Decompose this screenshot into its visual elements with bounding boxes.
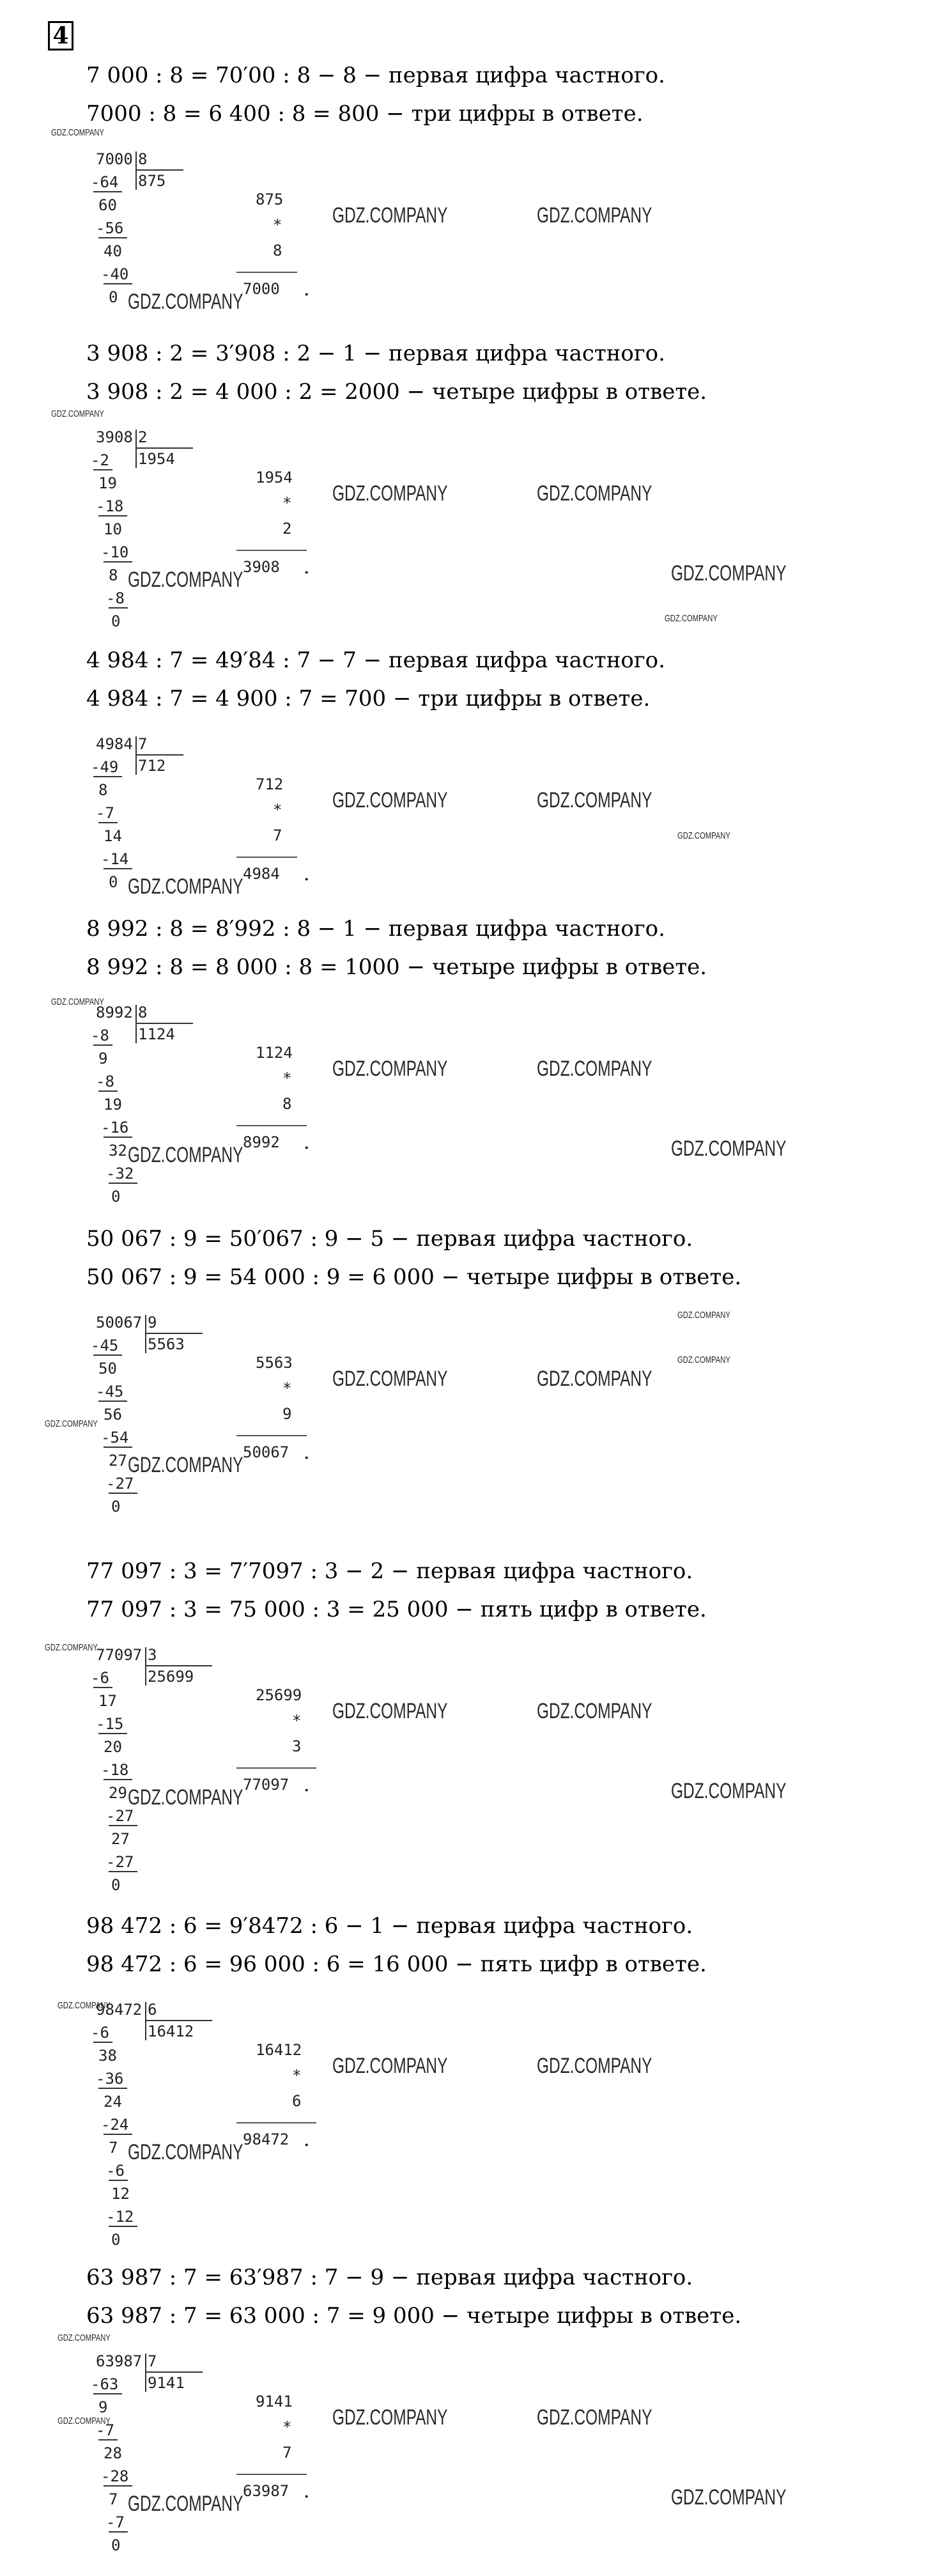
step-underline [93,469,112,470]
subtraction-step: -56 [96,219,124,237]
subtraction-step: -8 [106,589,125,607]
equation-line-first-digit: 8 992 : 8 = 8′992 : 8 − 1 − первая цифра частного. [86,916,665,942]
watermark: GDZ.COMPANY [332,1057,448,1081]
long-division-bracket-vertical [135,430,137,468]
watermark-small: GDZ.COMPANY [58,2416,111,2426]
check-period: . [304,1774,310,1796]
equation-line-digit-count: 3 908 : 2 = 4 000 : 2 = 2000 − четыре цифры в ответе. [86,379,707,405]
check-multiplier: 8 [273,242,282,260]
remainder-step: 9 [98,2398,108,2416]
watermark: GDZ.COMPANY [537,481,652,506]
remainder-step: 8 [98,781,108,799]
long-division-quotient: 25699 [148,1668,194,1686]
step-underline [109,607,128,609]
check-times-sign: * [282,494,292,512]
long-division-divisor: 7 [148,2352,157,2370]
remainder-step: 7 [109,2490,118,2508]
equation-line-first-digit: 98 472 : 6 = 9′8472 : 6 − 1 − первая цифра частного. [86,1913,693,1939]
check-times-sign: * [273,216,282,234]
watermark: GDZ.COMPANY [671,2485,787,2510]
long-division-dividend: 63987 [96,2352,143,2370]
check-multiplicand: 1124 [256,1044,293,1062]
check-period: . [304,556,310,578]
subtraction-step: -6 [91,1669,109,1687]
remainder-step: 28 [104,2444,122,2462]
step-underline [98,1733,127,1734]
subtraction-step: -64 [91,173,119,191]
long-division-divisor: 7 [138,735,148,753]
long-division-dividend: 3908 [96,428,133,446]
long-division-bracket-horizontal [135,1023,193,1024]
check-product: 77097 [243,1776,289,1794]
remainder-step: 32 [109,1142,127,1160]
watermark: GDZ.COMPANY [332,2054,448,2078]
check-multiplier: 9 [282,1405,292,1423]
long-division-bracket-horizontal [145,2371,203,2373]
equation-line-first-digit: 3 908 : 2 = 3′908 : 2 − 1 − первая цифра частного. [86,341,665,366]
step-underline [93,1044,112,1046]
check-multiplicand: 712 [256,775,284,793]
subtraction-step: -27 [106,1853,134,1871]
check-multiplicand: 875 [256,190,284,208]
step-underline [98,2439,118,2440]
check-multiplicand: 16412 [256,2041,302,2059]
equation-line-first-digit: 63 987 : 7 = 63′987 : 7 − 9 − первая цифра частного. [86,2265,693,2290]
subtraction-step: -49 [91,758,119,776]
subtraction-step: -8 [96,1073,114,1090]
check-product: 98472 [243,2130,289,2148]
long-division-dividend: 98472 [96,2001,143,2019]
check-product: 4984 [243,865,280,883]
subtraction-step: -14 [101,850,129,868]
remainder-step: 0 [111,2536,121,2554]
watermark: GDZ.COMPANY [128,1143,243,1167]
remainder-step: 27 [111,1830,130,1848]
check-result-line [236,272,297,273]
step-underline [98,1090,118,1092]
watermark: GDZ.COMPANY [671,561,787,586]
long-division-bracket-vertical [145,2002,146,2040]
long-division-dividend: 7000 [96,150,133,168]
check-multiplier: 7 [273,826,282,844]
step-underline [109,1871,137,1872]
remainder-step: 0 [111,612,121,630]
step-underline [104,283,132,284]
remainder-step: 0 [111,1188,121,1206]
subtraction-step: -18 [96,497,124,515]
subtraction-step: -2 [91,451,109,469]
step-underline [93,1354,122,1356]
check-times-sign: * [292,1712,302,1730]
remainder-step: 27 [109,1452,127,1470]
subtraction-step: -16 [101,1119,129,1137]
watermark: GDZ.COMPANY [332,2405,448,2430]
check-period: . [304,1131,310,1154]
step-underline [93,2042,112,2043]
long-division-divisor: 3 [148,1646,157,1664]
equation-line-digit-count: 77 097 : 3 = 75 000 : 3 = 25 000 − пять цифр в ответе. [86,1597,707,1622]
watermark-small: GDZ.COMPANY [45,1642,98,1653]
equation-line-digit-count: 98 472 : 6 = 96 000 : 6 = 16 000 − пять цифр в ответе. [86,1951,707,1977]
subtraction-step: -15 [96,1715,124,1733]
remainder-step: 56 [104,1406,122,1424]
watermark: GDZ.COMPANY [332,203,448,228]
check-result-line [236,2122,316,2123]
step-underline [104,868,132,869]
equation-line-first-digit: 4 984 : 7 = 49′84 : 7 − 7 − первая цифра частного. [86,648,665,673]
watermark: GDZ.COMPANY [128,874,243,899]
remainder-step: 19 [98,474,117,492]
equation-line-first-digit: 7 000 : 8 = 70′00 : 8 − 8 − первая цифра частного. [86,63,665,88]
watermark: GDZ.COMPANY [537,2405,652,2430]
watermark: GDZ.COMPANY [332,788,448,812]
long-division-bracket-horizontal [145,1333,203,1334]
remainder-step: 0 [111,1876,121,1894]
remainder-step: 19 [104,1096,122,1113]
equation-line-digit-count: 7000 : 8 = 6 400 : 8 = 800 − три цифры в ответе. [86,101,644,127]
check-period: . [304,2129,310,2151]
check-period: . [304,2480,310,2502]
step-underline [104,561,132,563]
remainder-step: 0 [111,1498,121,1516]
step-underline [98,2088,127,2089]
watermark: GDZ.COMPANY [128,1453,243,1477]
watermark: GDZ.COMPANY [128,568,243,592]
subtraction-step: -45 [91,1337,119,1354]
remainder-step: 29 [109,1784,127,1802]
check-times-sign: * [282,2418,292,2436]
check-times-sign: * [282,1069,292,1087]
step-underline [109,1825,137,1826]
long-division-quotient: 5563 [148,1335,185,1353]
subtraction-step: -7 [96,2421,114,2439]
subtraction-step: -7 [106,2513,125,2531]
long-division-bracket-vertical [135,736,137,775]
long-division-bracket-horizontal [145,2020,212,2021]
watermark: GDZ.COMPANY [537,1699,652,1723]
watermark: GDZ.COMPANY [671,1137,787,1161]
step-underline [104,2134,132,2135]
check-product: 63987 [243,2482,289,2500]
long-division-bracket-vertical [145,1647,146,1686]
check-multiplier: 3 [292,1737,302,1755]
long-division-bracket-vertical [135,1005,137,1043]
long-division-bracket-vertical [135,151,137,190]
subtraction-step: -28 [101,2467,129,2485]
watermark: GDZ.COMPANY [128,1785,243,1810]
long-division-quotient: 875 [138,172,166,190]
step-underline [104,1137,132,1138]
watermark: GDZ.COMPANY [332,481,448,506]
remainder-step: 17 [98,1692,117,1710]
watermark-small: GDZ.COMPANY [677,1310,730,1321]
step-underline [98,237,127,238]
check-times-sign: * [292,2067,302,2084]
long-division-quotient: 16412 [148,2022,194,2040]
check-period: . [304,278,310,300]
subtraction-step: -27 [106,1475,134,1493]
long-division-divisor: 2 [138,428,148,446]
watermark-small: GDZ.COMPANY [51,408,104,419]
check-multiplicand: 1954 [256,469,293,486]
long-division-bracket-horizontal [135,754,183,756]
step-underline [93,776,122,777]
subtraction-step: -12 [106,2208,134,2226]
watermark-small: GDZ.COMPANY [58,2332,111,2343]
remainder-step: 0 [109,873,118,891]
long-division-divisor: 8 [138,1004,148,1021]
check-result-line [236,2474,307,2475]
check-period: . [304,1441,310,1464]
equation-line-digit-count: 4 984 : 7 = 4 900 : 7 = 700 − три цифры в ответе. [86,686,651,711]
remainder-step: 0 [109,288,118,306]
long-division-quotient: 9141 [148,2374,185,2392]
task-number-badge: 4 [48,21,73,50]
remainder-step: 24 [104,2093,122,2111]
step-underline [98,1401,127,1402]
watermark-small: GDZ.COMPANY [51,127,104,138]
step-underline [109,1183,137,1184]
subtraction-step: -63 [91,2375,119,2393]
remainder-step: 60 [98,196,117,214]
watermark: GDZ.COMPANY [128,290,243,314]
watermark: GDZ.COMPANY [332,1367,448,1391]
step-underline [93,2393,122,2394]
watermark: GDZ.COMPANY [671,1779,787,1803]
watermark: GDZ.COMPANY [537,1367,652,1391]
subtraction-step: -36 [96,2070,124,2088]
remainder-step: 8 [109,566,118,584]
subtraction-step: -54 [101,1429,129,1447]
check-multiplicand: 25699 [256,1686,302,1704]
step-underline [109,2531,128,2533]
check-product: 3908 [243,558,280,576]
remainder-step: 7 [109,2139,118,2157]
check-result-line [236,1767,316,1769]
subtraction-step: -40 [101,265,129,283]
step-underline [93,191,122,192]
check-period: . [304,863,310,885]
long-division-bracket-horizontal [135,447,193,449]
check-multiplier: 2 [282,520,292,538]
watermark-small: GDZ.COMPANY [51,997,104,1007]
remainder-step: 9 [98,1050,108,1067]
long-division-bracket-horizontal [135,169,183,171]
check-multiplicand: 9141 [256,2393,293,2410]
check-times-sign: * [273,801,282,819]
subtraction-step: -18 [101,1761,129,1779]
watermark: GDZ.COMPANY [537,2054,652,2078]
check-product: 50067 [243,1443,289,1461]
equation-line-digit-count: 50 067 : 9 = 54 000 : 9 = 6 000 − четыре цифры в ответе. [86,1264,742,1290]
watermark-small: GDZ.COMPANY [58,2000,111,2011]
watermark-small: GDZ.COMPANY [45,1418,98,1429]
long-division-quotient: 1124 [138,1025,175,1043]
remainder-step: 20 [104,1738,122,1756]
step-underline [109,2180,128,2181]
remainder-step: 0 [111,2231,121,2249]
step-underline [104,1447,132,1448]
check-result-line [236,1125,307,1126]
equation-line-digit-count: 8 992 : 8 = 8 000 : 8 = 1000 − четыре цифры в ответе. [86,954,707,980]
step-underline [93,1687,112,1688]
long-division-divisor: 6 [148,2001,157,2019]
subtraction-step: -6 [106,2162,125,2180]
step-underline [98,515,127,516]
equation-line-digit-count: 63 987 : 7 = 63 000 : 7 = 9 000 − четыре цифры в ответе. [86,2303,742,2329]
long-division-dividend: 77097 [96,1646,143,1664]
subtraction-step: -6 [91,2024,109,2042]
long-division-quotient: 712 [138,757,166,775]
watermark: GDZ.COMPANY [128,2140,243,2164]
watermark: GDZ.COMPANY [537,788,652,812]
long-division-bracket-vertical [145,2354,146,2392]
equation-line-first-digit: 50 067 : 9 = 50′067 : 9 − 5 − первая цифра частного. [86,1226,693,1252]
subtraction-step: -24 [101,2116,129,2134]
check-multiplier: 8 [282,1095,292,1113]
long-division-quotient: 1954 [138,450,175,468]
step-underline [104,2485,132,2487]
long-division-bracket-vertical [145,1315,146,1353]
subtraction-step: -45 [96,1383,124,1401]
check-multiplicand: 5563 [256,1354,293,1372]
check-product: 7000 [243,280,280,298]
remainder-step: 10 [104,520,122,538]
equation-line-first-digit: 77 097 : 3 = 7′7097 : 3 − 2 − первая цифра частного. [86,1558,693,1584]
watermark: GDZ.COMPANY [128,2492,243,2516]
watermark-small: GDZ.COMPANY [677,830,730,841]
long-division-dividend: 8992 [96,1004,133,1021]
check-times-sign: * [282,1379,292,1397]
long-division-divisor: 8 [138,150,148,168]
check-multiplier: 7 [282,2444,292,2462]
remainder-step: 14 [104,827,122,845]
check-result-line [236,1435,307,1436]
watermark-small: GDZ.COMPANY [665,613,718,624]
subtraction-step: -27 [106,1807,134,1825]
check-multiplier: 6 [292,2092,302,2110]
remainder-step: 50 [98,1360,117,1377]
long-division-dividend: 4984 [96,735,133,753]
subtraction-step: -10 [101,543,129,561]
step-underline [109,1493,137,1494]
long-division-dividend: 50067 [96,1314,143,1331]
subtraction-step: -8 [91,1027,109,1044]
watermark: GDZ.COMPANY [332,1699,448,1723]
step-underline [104,1779,132,1780]
watermark-small: GDZ.COMPANY [677,1354,730,1365]
remainder-step: 12 [111,2185,130,2203]
watermark: GDZ.COMPANY [537,203,652,228]
subtraction-step: -7 [96,804,114,822]
check-result-line [236,550,307,551]
subtraction-step: -32 [106,1165,134,1183]
check-product: 8992 [243,1133,280,1151]
remainder-step: 38 [98,2047,117,2065]
watermark: GDZ.COMPANY [537,1057,652,1081]
step-underline [98,822,118,823]
remainder-step: 40 [104,242,122,260]
long-division-divisor: 9 [148,1314,157,1331]
step-underline [109,2226,137,2227]
long-division-bracket-horizontal [145,1665,212,1666]
check-result-line [236,857,297,858]
